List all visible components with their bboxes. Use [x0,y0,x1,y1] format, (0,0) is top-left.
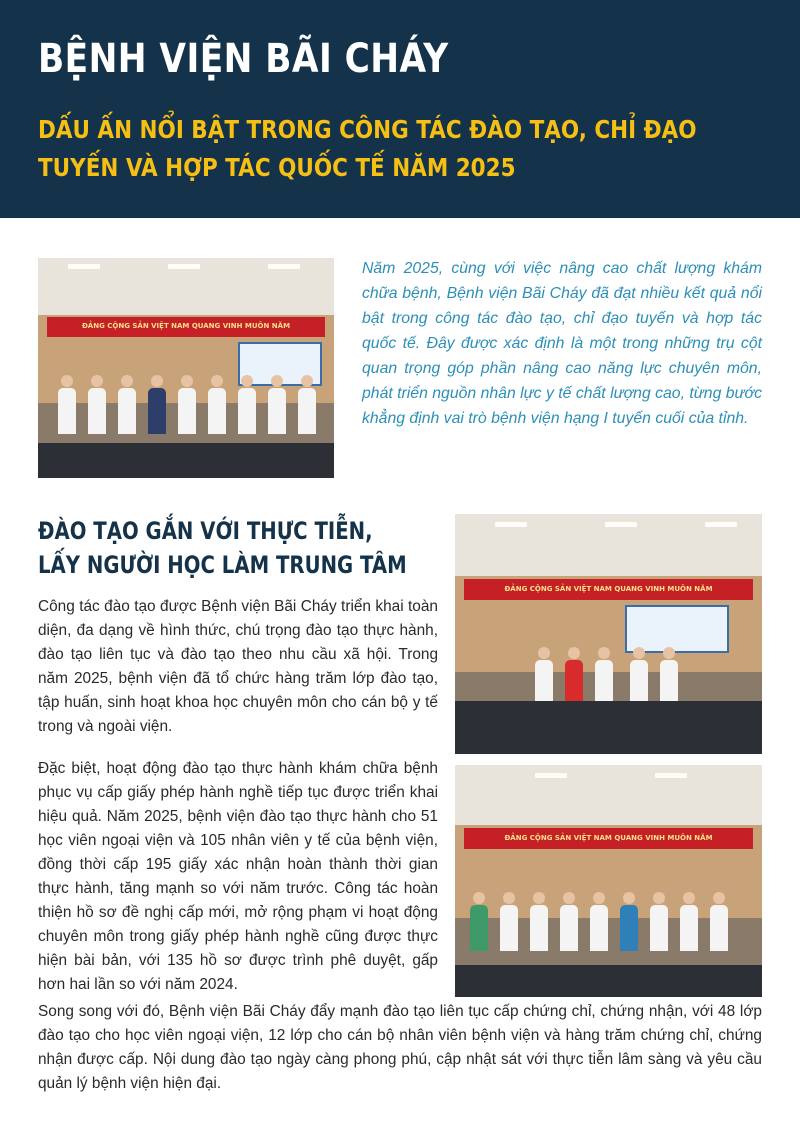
hospital-title: BỆNH VIỆN BÃI CHÁY [38,36,449,82]
article-headline: DẤU ẤN NỔI BẬT TRONG CÔNG TÁC ĐÀO TẠO, CHỈ ĐẠO TUYẾN VÀ HỢP TÁC QUỐC TẾ NĂM 2025 [38,115,697,182]
section-title: ĐÀO TẠO GẮN VỚI THỰC TIỄN, LẤY NGƯỜI HỌC LÀM TRUNG TÂM [38,517,407,579]
wall-banner: ĐẢNG CỘNG SẢN VIỆT NAM QUANG VINH MUÔN NĂM [464,579,753,601]
photo-training-meeting [455,514,762,754]
photo-signing-ceremony [38,258,334,478]
section-paragraph-1: Công tác đào tạo được Bệnh viện Bãi Cháy triển khai toàn diện, đa dạng về hình thức, chú trọng đào tạo thực hành, đào tạo liên tục và đào tạo theo nhu cầu xã hội. Trong năm 2025, bệnh viện đã tổ chức hàng trăm lớp đào tạo, tập huấn, sinh hoạt khoa học chuyên môn cho cán bộ y tế trong và ngoài viện. [38,598,438,735]
header-band [0,0,800,218]
photo-certificate-presentation [455,765,762,997]
wall-banner: ĐẢNG CỘNG SẢN VIỆT NAM QUANG VINH MUÔN NĂM [464,828,753,849]
section-paragraph-2: Đặc biệt, hoạt động đào tạo thực hành khám chữa bệnh phục vụ cấp giấy phép hành nghề tiếp tục được triển khai hiệu quả. Năm 2025, bệnh viện đào tạo thực hành cho 51 học viên ngoại viện và 105 nhân viên y tế của bệnh viện, đồng thời cấp 195 giấy xác nhận hoàn thành thời gian thực hành, tăng mạnh so với năm trước. Công tác hoàn thiện hồ sơ đề nghị cấp mới, mở rộng phạm vi hoạt động chuyên môn trong giấy phép hành nghề cũng được thực hiện bài bản, với 135 hồ sơ được trình phê duyệt, gấp hơn hai lần so với năm 2024. [38,760,438,993]
section-paragraph-3: Song song với đó, Bệnh viện Bãi Cháy đẩy mạnh đào tạo liên tục cấp chứng chỉ, chứng nhận, với 48 lớp đào tạo cho học viên ngoại viện, 12 lớp cho cán bộ nhân viên bệnh viện và hàng trăm chứng chỉ, chứng nhận được cấp. Nội dung đào tạo ngày càng phong phú, cập nhật sát với thực tiễn lâm sàng và yêu cầu quản lý bệnh viện hiện đại. [38,1003,762,1092]
intro-paragraph: Năm 2025, cùng với việc nâng cao chất lượng khám chữa bệnh, Bệnh viện Bãi Cháy đã đạt nhiều kết quả nổi bật trong công tác đào tạo, chỉ đạo tuyến và hợp tác quốc tế. Đây được xác định là một trong những trụ cột quan trọng góp phần nâng cao năng lực chuyên môn, phát triển nguồn nhân lực y tế chất lượng cao, từng bước khẳng định vai trò bệnh viện hạng I tuyến cuối của tỉnh. [362,260,762,427]
wall-banner: ĐẢNG CỘNG SẢN VIỆT NAM QUANG VINH MUÔN NĂM [47,317,325,337]
